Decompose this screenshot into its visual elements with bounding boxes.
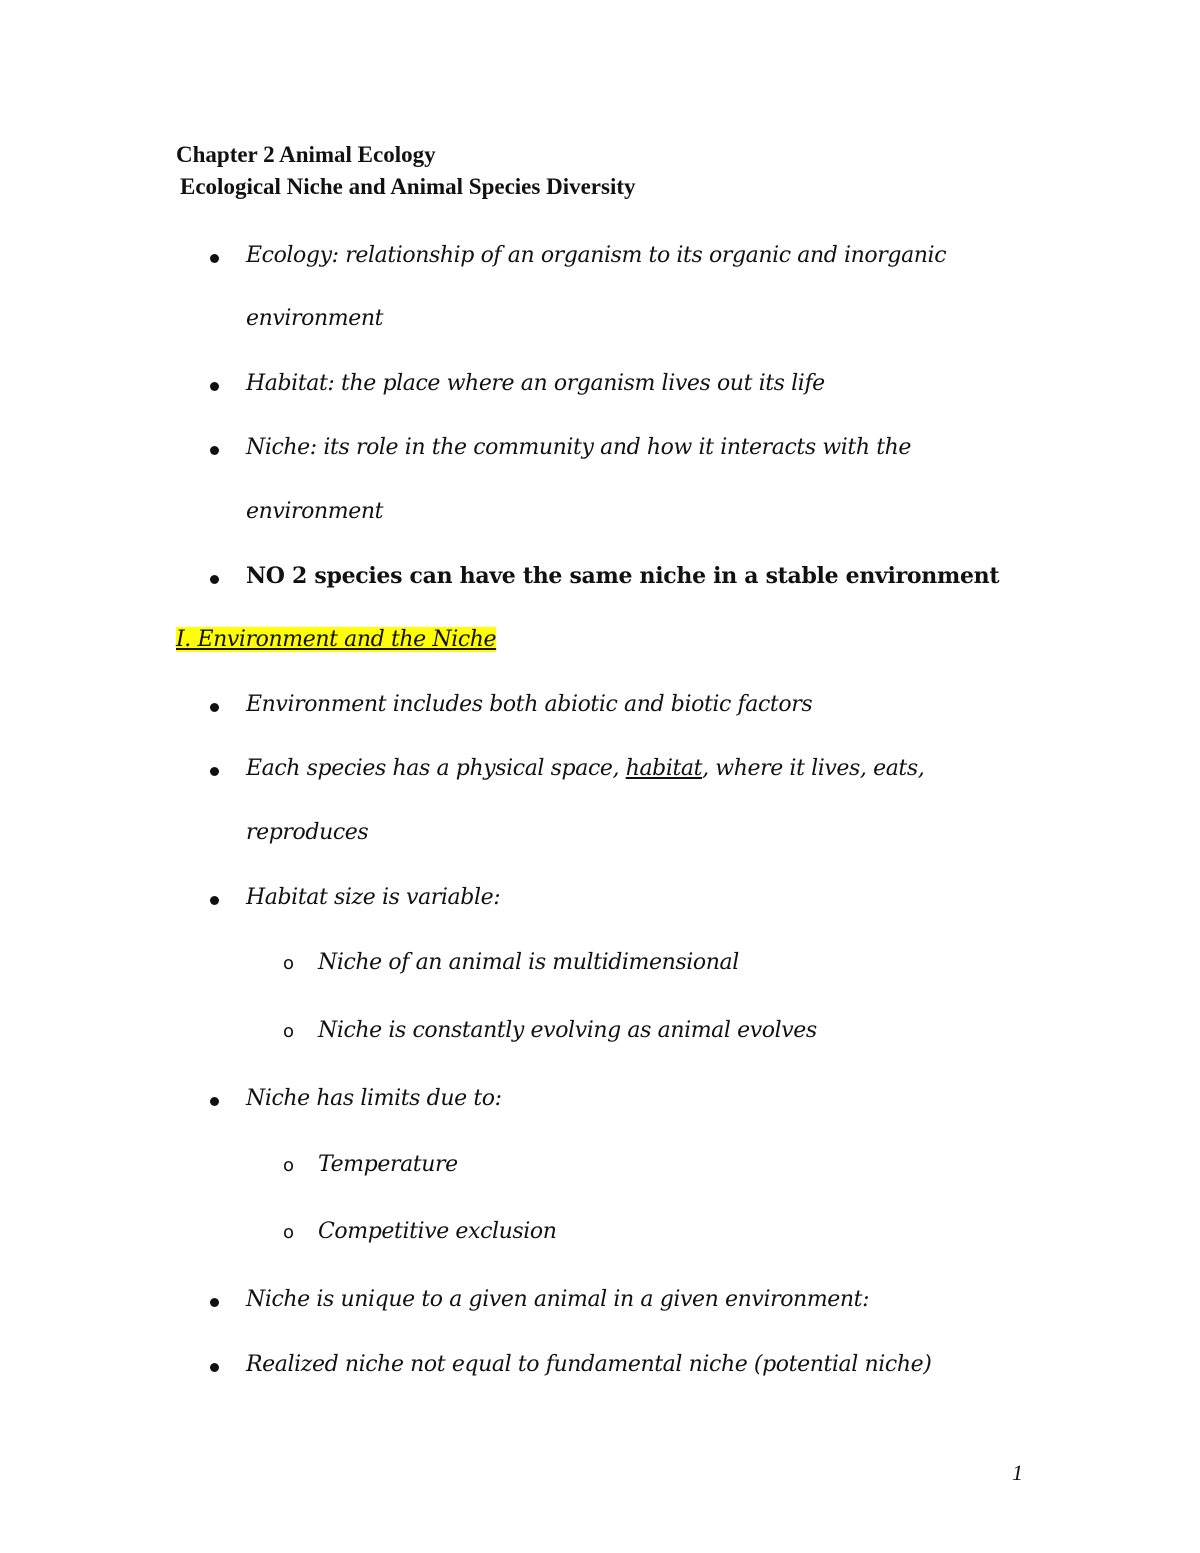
bullet-dot xyxy=(210,767,219,776)
sub-bullet-marker: o xyxy=(283,1155,295,1176)
bullet-dot xyxy=(210,896,219,905)
list-item-unique: Niche is unique to a given animal in a given environment: xyxy=(246,1287,870,1312)
list-item-environment: Environment includes both abiotic and biotic factors xyxy=(246,692,813,717)
bullet-dot xyxy=(210,254,219,263)
bullet-dot xyxy=(210,1298,219,1307)
list-item-habitat: Habitat: the place where an organism lives out its life xyxy=(246,371,825,396)
list-item-ecology: Ecology: relationship of an organism to its organic and inorganic xyxy=(246,243,947,268)
list-item-habitat-size: Habitat size is variable: xyxy=(246,885,501,910)
bullet-dot xyxy=(210,575,219,584)
list-item-niche-cont: environment xyxy=(246,499,384,524)
sub-item-competitive-exclusion: Competitive exclusion xyxy=(318,1219,557,1244)
list-item-habitat-space-cont: reproduces xyxy=(246,820,369,845)
sub-item-temperature: Temperature xyxy=(318,1152,458,1177)
list-item-ecology-cont: environment xyxy=(246,306,384,331)
bullet-dot xyxy=(210,1363,219,1372)
bullet-dot xyxy=(210,446,219,455)
sub-bullet-marker: o xyxy=(283,1021,295,1042)
habitat-term: habitat xyxy=(625,756,703,781)
sub-item-evolving: Niche is constantly evolving as animal evolves xyxy=(318,1018,817,1043)
section-heading: I. Environment and the Niche xyxy=(176,627,497,652)
page-subtitle: Ecological Niche and Animal Species Diversity xyxy=(180,174,636,199)
page-title: Chapter 2 Animal Ecology xyxy=(176,142,436,167)
sub-bullet-marker: o xyxy=(283,1222,295,1243)
list-item-limits: Niche has limits due to: xyxy=(246,1086,502,1111)
habitat-text-pre: Each species has a physical space, xyxy=(246,756,626,781)
sub-bullet-marker: o xyxy=(283,953,295,974)
list-item-niche: Niche: its role in the community and how it interacts with the xyxy=(246,435,912,460)
sub-item-multidimensional: Niche of an animal is multidimensional xyxy=(318,950,739,975)
list-item-key-rule: NO 2 species can have the same niche in a stable environment xyxy=(246,563,1000,589)
page-number: 1 xyxy=(1012,1460,1023,1485)
list-item-realized-niche: Realized niche not equal to fundamental niche (potential niche) xyxy=(246,1352,932,1377)
bullet-dot xyxy=(210,703,219,712)
list-item-habitat-space xyxy=(246,756,924,781)
bullet-dot xyxy=(210,382,219,391)
bullet-dot xyxy=(210,1097,219,1106)
habitat-text-post: , where it lives, eats, xyxy=(702,756,925,781)
